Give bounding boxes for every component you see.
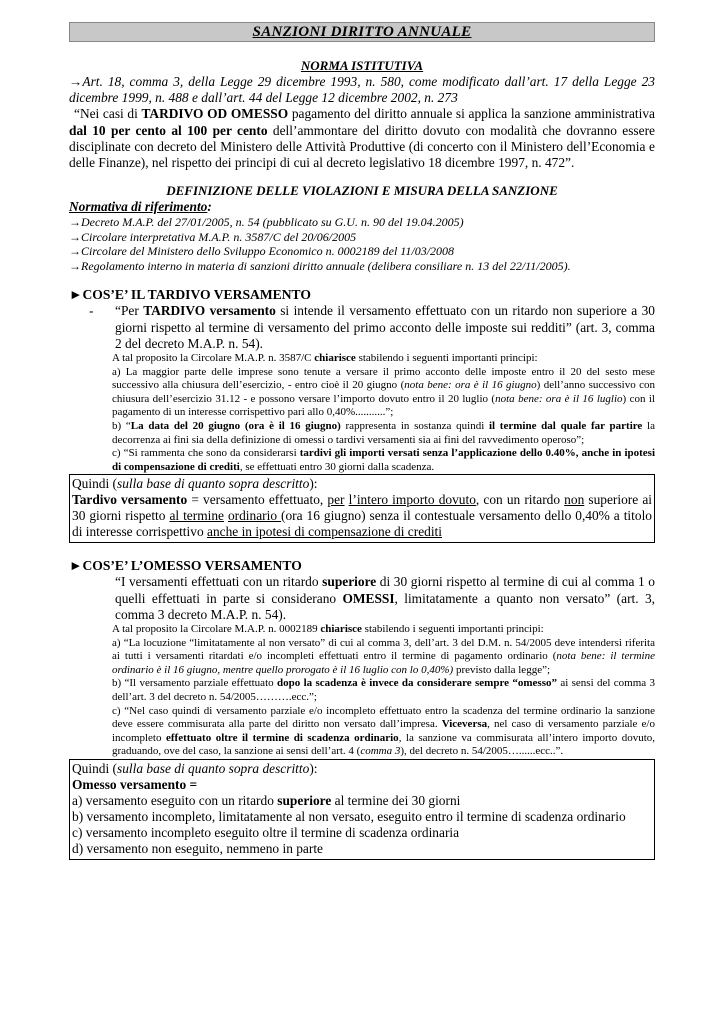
tardivo-point-c: c) “Si rammenta che sono da considerarsi tardivi gli importi versati senza l’applicazione dello 0.40%, anche in ipotesi di compensazione di crediti, se effettuati entro 30 giorni dalla scadenza.: [112, 447, 656, 473]
omesso-summary-box: [69, 759, 655, 860]
document-page: [69, 22, 655, 860]
document-title: SANZIONI DIRITTO ANNUALE: [69, 22, 655, 42]
omesso-summary-item-c: c) versamento incompleto eseguito oltre il termine di scadenza ordinaria: [72, 824, 460, 840]
norma-quote: “Nei casi di TARDIVO OD OMESSO pagamento del diritto annuale si applica la sanzione amministrativa dal 10 per cento al 100 per cento dell’ammontare del diritto dovuto con modalità che dovranno essere disciplinate con decreto del Ministero delle Attività Produttive (di concerto con il Ministero dell’Economia e delle Finanze), nel rispetto dei principi di cui al decreto legislativo 18 dicembre 1997, n. 472”.: [69, 106, 655, 171]
omesso-summary-title: Omesso versamento =: [72, 776, 198, 792]
omesso-summary-item-b: b) versamento incompleto, limitatamente al non versato, eseguito entro il termine di scadenza ordinario: [72, 808, 626, 824]
tardivo-point-a: a) La maggior parte delle imprese sono tenute a versare il primo acconto delle imposte entro il 20 del sesto mese successivo alla chiusura dell’esercizio, - entro cioè il 20 giugno (nota bene: ora è il 16 giugno) dell’anno successivo con chiusura dell’esercizio 31.12 - e possono versare l’importo dovuto entro il 20 luglio (nota bene: ora è il 16 luglio) con il pagamento di un interesse corrispettivo pari allo 0,40%...........”;: [112, 365, 655, 419]
definizione-heading: DEFINIZIONE DELLE VIOLAZIONI E MISURA DELLA SANZIONE: [166, 183, 558, 199]
tardivo-summary-intro: Quindi (sulla base di quanto sopra descritto):: [72, 476, 318, 492]
omesso-point-c: c) “Nel caso quindi di versamento parziale e/o incompleto effettuato entro la scadenza del termine ordinario la sanzione deve essere commisurata alla parte del diritto non versato dall’impresa. Viceversa, nel caso di versamento parziale e/o incompleto effettuato oltre il termine di scadenza ordinario, la sanzione va commisurata all’intero importo dovuto, graduando, ove del caso, la sanzione ai sensi dell’art. 4 (comma 3), del decreto n. 54/2005…......ecc..”.: [112, 704, 655, 758]
normativa-ref: →Regolamento interno in materia di sanzioni diritto annuale (delibera consiliare n. 13 del 22/11/2005).: [69, 258, 571, 273]
normativa-ref: →Circolare interpretativa M.A.P. n. 3587/C del 20/06/2005: [69, 229, 357, 244]
omesso-point-b: b) “Il versamento parziale effettuato dopo la scadenza è invece da considerare sempre “omesso” ai sensi del comma 3 dell’art. 3 del decreto n. 54/2005……….ecc.”;: [112, 677, 655, 703]
omesso-intro: A tal proposito la Circolare M.A.P. n. 0002189 chiarisce stabilendo i seguenti importanti principi:: [112, 622, 544, 635]
tardivo-intro: A tal proposito la Circolare M.A.P. n. 3587/C chiarisce stabilendo i seguenti importanti principi:: [112, 352, 538, 365]
omesso-point-a: a) “La locuzione “limitatamente al non versato” di cui al comma 3, dell’art. 3 del D.M. n. 54/2005 deve intendersi riferita ai tutti i versamenti ritardati e/o incompleti effettuati entro il termine di pagamento ordinario (nota bene: il termine ordinario è il 16 giugno, mentre quello prorogato è il 16 luglio con lo 0,40%) previsto dalla legge”;: [112, 636, 655, 676]
tardivo-definition: “Per TARDIVO versamento si intende il versamento effettuato con un ritardo non superiore a 30 giorni rispetto al termine di versamento del primo acconto delle imposte sui redditi” (art. 3, comma 2 del decreto M.A.P. n. 54).: [115, 303, 656, 351]
omesso-heading: ►COS’E’ L’OMESSO VERSAMENTO: [69, 558, 302, 574]
omesso-definition: “I versamenti effettuati con un ritardo superiore di 30 giorni rispetto al termine di cui al comma 1 o quelli effettuati in parte si considerano OMESSI, limitatamente a quanto non versato” (art. 3, comma 3 decreto M.A.P. n. 54).: [115, 574, 655, 622]
norma-heading: NORMA ISTITUTIVA: [300, 58, 424, 73]
tardivo-summary-box: [69, 474, 655, 543]
tardivo-summary-text: Tardivo versamento = versamento effettuato, per l’intero importo dovuto, con un ritardo non superiore ai 30 giorni rispetto al termine ordinario (ora 16 giugno) senza il contestuale versamento dello 0,40% a titolo di interesse corrispettivo anche in ipotesi di compensazione di crediti: [72, 492, 652, 540]
normativa-label: Normativa di riferimento:: [69, 199, 212, 215]
omesso-summary-item-a: a) versamento eseguito con un ritardo superiore al termine dei 30 giorni: [72, 792, 461, 808]
normativa-ref: →Decreto M.A.P. del 27/01/2005, n. 54 (pubblicato su G.U. n. 90 del 19.04.2005): [69, 215, 464, 230]
tardivo-point-b: b) “La data del 20 giugno (ora è il 16 giugno) rappresenta in sostanza quindi il termine dal quale far partire la decorrenza ai fini sia della definizione di omessi o tardivi versamenti sia ai fini del ravvedimento operoso”;: [112, 420, 655, 446]
list-dash: -: [89, 303, 94, 319]
normativa-ref: →Circolare del Ministero dello Sviluppo Economico n. 0002189 del 11/03/2008: [69, 244, 455, 259]
norma-reference: →Art. 18, comma 3, della Legge 29 dicembre 1993, n. 580, come modificato dall’art. 17 della Legge 23 dicembre 1999, n. 488 e dall’art. 44 del Legge 12 dicembre 2002, n. 273: [69, 74, 655, 106]
omesso-summary-item-d: d) versamento non eseguito, nemmeno in parte: [72, 840, 324, 856]
tardivo-heading: ►COS’E’ IL TARDIVO VERSAMENTO: [69, 287, 311, 303]
omesso-summary-intro: Quindi (sulla base di quanto sopra descritto):: [72, 760, 318, 776]
